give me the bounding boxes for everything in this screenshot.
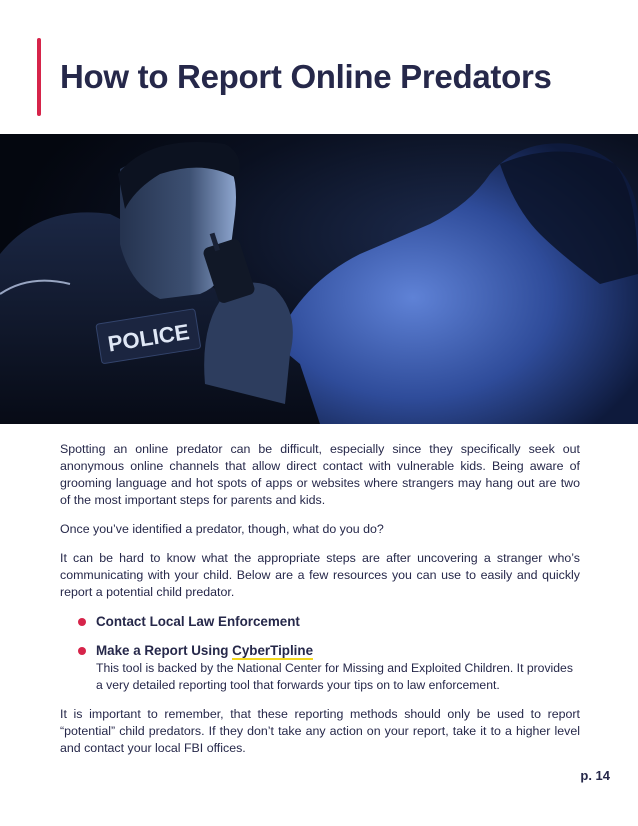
article-body <box>60 441 580 769</box>
question-paragraph: Once you’ve identified a predator, though, what do you do? <box>60 522 384 536</box>
cybertipline-link[interactable]: CyberTipline <box>232 643 314 658</box>
closing-paragraph: It is important to remember, that these reporting methods should only be used to report “potential” child predators. If they don’t take any action on your report, take it to a higher level and contact your local FBI offices. <box>60 707 580 755</box>
police-officer-photo <box>0 134 638 424</box>
page-number: p. 14 <box>580 768 610 783</box>
contact-law-enforcement-title: Contact Local Law Enforcement <box>96 614 300 629</box>
page-title: How to Report Online Predators <box>60 58 552 95</box>
intro-paragraph: Spotting an online predator can be difficult, especially since they specifically seek out anonymous online channels that allow direct contact with vulnerable kids. Being aware of grooming language and hot spots of apps or websites where strangers may hang out are two of the most important steps for parents and kids. <box>60 442 580 507</box>
cybertipline-title-prefix: Make a Report Using <box>96 643 233 658</box>
resource-list <box>60 613 580 694</box>
bullet-dot <box>78 647 86 655</box>
list-item <box>60 642 580 694</box>
title-accent-bar <box>37 38 41 116</box>
police-badge-text: POLICE <box>106 319 191 357</box>
list-item <box>60 613 580 630</box>
bullet-dot <box>78 618 86 626</box>
cybertipline-description: This tool is backed by the National Center for Missing and Exploited Children. It provides a very detailed reporting tool that forwards your tips on to law enforcement. <box>96 661 573 692</box>
cybertipline-title <box>96 642 580 659</box>
resources-paragraph: It can be hard to know what the appropriate steps are after uncovering a stranger who’s communicating with your child. Below are a few resources you can use to easily and quickly report a potential child predator. <box>60 551 580 599</box>
